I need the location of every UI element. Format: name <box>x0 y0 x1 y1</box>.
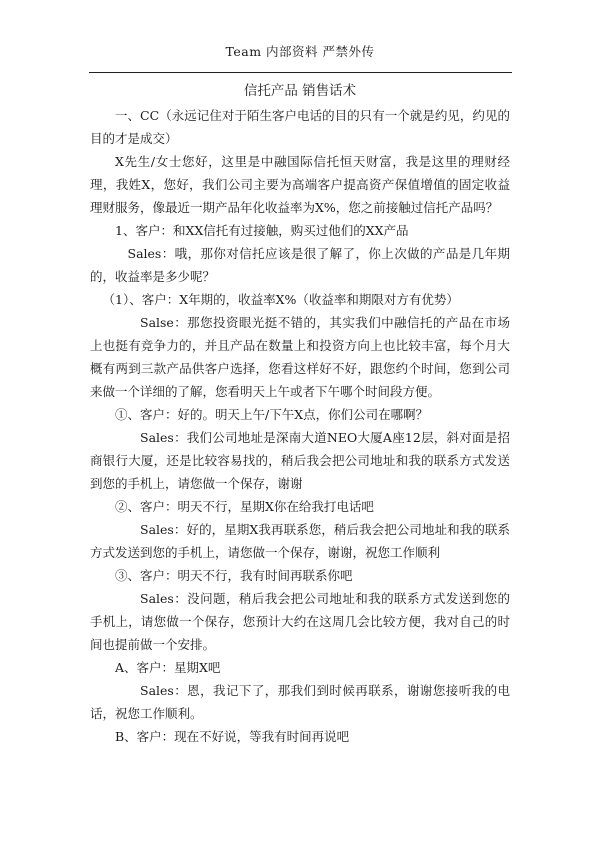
document-title: 信托产品 销售话术 <box>243 83 357 99</box>
paragraph-sales-1: Sales：哦，那你对信托应该是很了解了，你上次做的产品是几年期的，收益率是多少呢？ <box>90 246 510 284</box>
paragraph-client-option-2: ②、客户：明天不行，星期X你在给我打电话吧 <box>115 499 374 514</box>
paragraph-intro: 一、CC（永远记住对于陌生客户电话的目的只有一个就是约见，约见的目的才是成交） <box>90 108 510 146</box>
paragraph-client-b: B、客户：现在不好说，等我有时间再说吧 <box>115 729 350 744</box>
page-header: Team 内部资料 严禁外传 <box>225 44 375 59</box>
paragraph-client-1-1: （1）、客户：X年期的，收益率X%（收益率和期限对方有优势） <box>102 292 459 307</box>
header-divider <box>89 72 512 73</box>
paragraph-sales-option-1: Sales：我们公司地址是深南大道NEO大厦A座12层，斜对面是招商银行大厦，还是比较容易找的，稍后我会把公司地址和我的联系方式发送到您的手机上，请您做一个保存，谢谢 <box>90 430 510 491</box>
paragraph-sales-option-2: Sales：好的，星期X我再联系您，稍后我会把公司地址和我的联系方式发送到您的手机上，请您做一个保存，谢谢，祝您工作顺利 <box>90 522 510 560</box>
paragraph-client-option-3: ③、客户：明天不行，我有时间再联系你吧 <box>115 568 353 583</box>
paragraph-client-1: 1、客户：和XX信托有过接触，购买过他们的XX产品 <box>115 223 409 238</box>
paragraph-opening-script: X先生/女士您好，这里是中融国际信托恒天财富，我是这里的理财经理，我姓X，您好，我们公司主要为高端客户提高资产保值增值的固定收益理财服务，像最近一期产品年化收益率为X%，您之前接触过信托产品吗？ <box>90 154 510 215</box>
paragraph-client-option-1: ①、客户：好的。明天上午/下午X点，你们公司在哪啊？ <box>115 407 429 422</box>
paragraph-sales-1-1: Salse：那您投资眼光挺不错的，其实我们中融信托的产品在市场上也挺有竞争力的，并且产品在数量上和投资方向上也比较丰富，每个月大概有两到三款产品供客户选择，您看这样好不好，跟您约个时间，您到公司来做一个详细的了解，您看明天上午或者下午哪个时间段方便。 <box>90 315 510 399</box>
paragraph-sales-a: Sales：恩，我记下了，那我们到时候再联系，谢谢您接听我的电话，祝您工作顺利。 <box>90 683 510 721</box>
paragraph-client-a: A、客户：星期X吧 <box>115 660 221 675</box>
document-body <box>90 80 510 748</box>
paragraph-sales-option-3: Sales：没问题，稍后我会把公司地址和我的联系方式发送到您的手机上，请您做一个保存，您预计大约在这周几会比较方便，我对自己的时间也提前做一个安排。 <box>90 591 510 652</box>
